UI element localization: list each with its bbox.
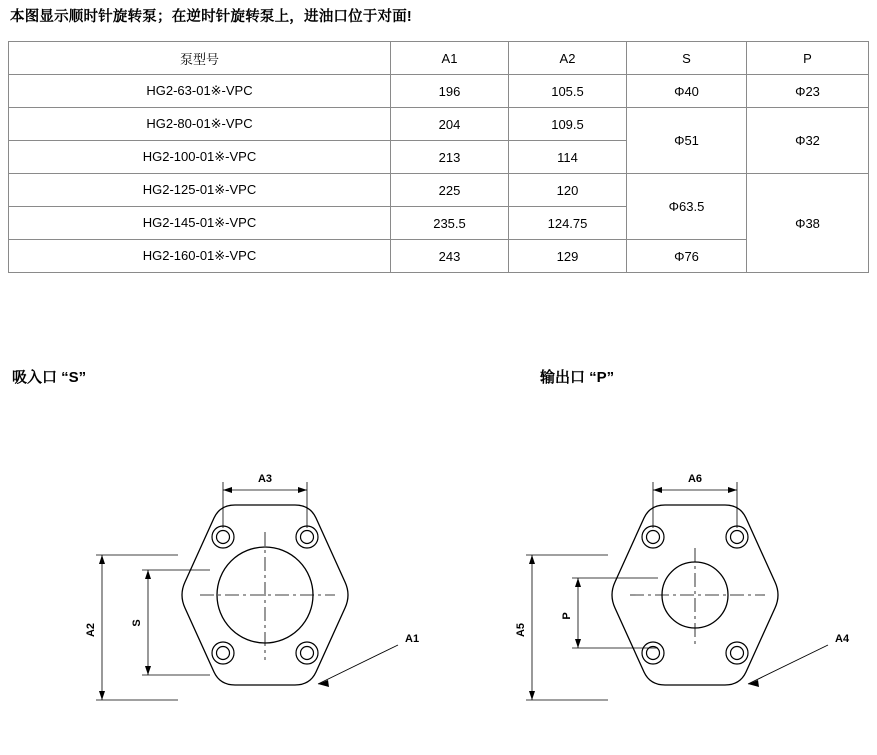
cell-model: HG2-63-01※-VPC	[9, 75, 391, 108]
column-header-a2: A2	[509, 42, 627, 75]
cell-a2: 124.75	[509, 207, 627, 240]
column-header-model: 泵型号	[9, 42, 391, 75]
dimension-s	[142, 570, 210, 675]
cell-s: Φ76	[627, 240, 747, 273]
dimension-a5	[526, 555, 608, 700]
dimension-p	[572, 578, 658, 648]
table-row	[9, 240, 869, 273]
table-row	[9, 75, 869, 108]
cell-s: Φ40	[627, 75, 747, 108]
dimension-p-label: P	[561, 612, 573, 620]
cell-model: HG2-145-01※-VPC	[9, 207, 391, 240]
dimension-a6-label: A6	[687, 473, 703, 485]
cell-s: Φ51	[627, 108, 747, 174]
dimension-a5-label: A5	[515, 622, 527, 638]
cell-a2: 120	[509, 174, 627, 207]
dimension-a2-label: A2	[85, 622, 97, 638]
dimension-a4-leader	[748, 645, 828, 687]
cell-a2: 129	[509, 240, 627, 273]
outlet-port-drawing	[490, 470, 870, 755]
suction-port-label: 吸入口 “S”	[12, 369, 87, 386]
spec-table	[8, 41, 869, 273]
cell-model: HG2-100-01※-VPC	[9, 141, 391, 174]
column-header-a1: A1	[391, 42, 509, 75]
cell-p: Φ38	[747, 174, 869, 273]
cell-s: Φ63.5	[627, 174, 747, 240]
cell-a1: 196	[391, 75, 509, 108]
dimension-a1-label: A1	[405, 633, 420, 645]
cell-p: Φ32	[747, 108, 869, 174]
outlet-port-label: 输出口 “P”	[540, 369, 615, 386]
cell-model: HG2-160-01※-VPC	[9, 240, 391, 273]
dimension-a1-leader	[318, 645, 398, 687]
cell-a1: 235.5	[391, 207, 509, 240]
dimension-a4-label: A4	[835, 633, 850, 645]
cell-a2: 105.5	[509, 75, 627, 108]
dimension-s-label: S	[131, 619, 143, 627]
dimension-a3-label: A3	[257, 473, 273, 485]
column-header-s: S	[627, 42, 747, 75]
cell-a1: 204	[391, 108, 509, 141]
table-row	[9, 108, 869, 141]
cell-p: Φ23	[747, 75, 869, 108]
table-header-row	[9, 42, 869, 75]
cell-a2: 109.5	[509, 108, 627, 141]
cell-model: HG2-80-01※-VPC	[9, 108, 391, 141]
note-text: 本图显示顺时针旋转泵；在逆时针旋转泵上，进油口位于对面!	[10, 9, 412, 25]
cell-a2: 114	[509, 141, 627, 174]
suction-port-drawing	[60, 470, 440, 755]
cell-a1: 225	[391, 174, 509, 207]
column-header-p: P	[747, 42, 869, 75]
cell-model: HG2-125-01※-VPC	[9, 174, 391, 207]
table-row	[9, 174, 869, 207]
cell-a1: 243	[391, 240, 509, 273]
cell-a1: 213	[391, 141, 509, 174]
